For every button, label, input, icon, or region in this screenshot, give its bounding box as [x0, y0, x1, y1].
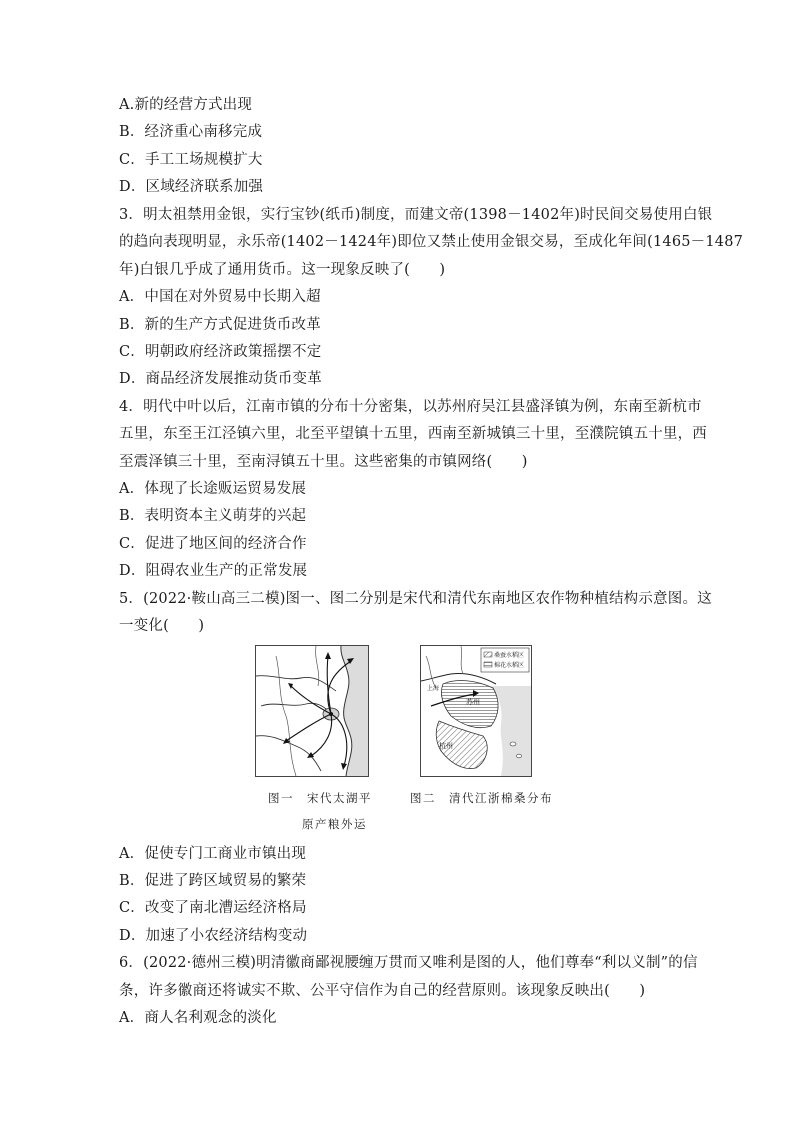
q5-option-b: B．促进了跨区域贸易的繁荣 — [119, 873, 307, 889]
q6-option-a: A．商人名利观念的淡化 — [119, 1010, 277, 1026]
q4-option-d: D．阻碍农业生产的正常发展 — [119, 563, 308, 579]
q4-option-a: A．体现了长途贩运贸易发展 — [119, 481, 307, 497]
q4-stem-line3: 至震泽镇三十里，至南浔镇五十里。这些密集的市镇网络( ) — [119, 454, 528, 470]
q3-option-d: D．商品经济发展推动货币变革 — [119, 371, 322, 387]
figure2-map — [420, 645, 532, 777]
q4-option-c: C．促进了地区间的经济合作 — [119, 536, 307, 552]
q5-option-a: A．促使专门工商业市镇出现 — [119, 846, 307, 862]
q3-option-b: B．新的生产方式促进货币改革 — [119, 317, 321, 333]
q6-stem-line2: 条，许多徽商还将诚实不欺、公平守信作为自己的经营原则。该现象反映出( ) — [119, 983, 646, 999]
q2-option-a: A.新的经营方式出现 — [119, 97, 253, 113]
q4-stem-line2: 五里，东至王江泾镇六里，北至平望镇十五里，西南至新城镇三十里，至濮院镇五十里，西 — [119, 426, 707, 442]
figure1-map-drawing — [256, 646, 368, 776]
q2-option-b: B．经济重心南移完成 — [119, 124, 263, 140]
q3-option-c: C．明朝政府经济政策摇摆不定 — [119, 344, 322, 360]
q3-stem-line1: 3．明太祖禁用金银，实行宝钞(纸币)制度，而建文帝(1398－1402年)时民间交易使用白银 — [119, 207, 713, 223]
q5-option-c: C．改变了南北漕运经济格局 — [119, 900, 307, 916]
q3-stem-line2: 的趋向表现明显，永乐帝(1402－1424年)即位又禁止使用金银交易，至成化年间(1465－1487 — [119, 234, 744, 250]
figure1-map — [255, 645, 369, 777]
q5-stem-line2: 一变化( ) — [119, 618, 205, 634]
figure2-caption: 图二 清代江浙棉桑分布 — [410, 791, 553, 805]
label-songjiang: 上海 — [427, 685, 440, 692]
label-hangzhou: 杭州 — [439, 742, 453, 750]
figure1-caption-line2: 原产粮外运 — [302, 817, 367, 831]
q5-stem-line1: 5．(2022·鞍山高三二模)图一、图二分别是宋代和清代东南地区农作物种植结构示意图。这 — [119, 591, 712, 607]
q4-option-b: B．表明资本主义萌芽的兴起 — [119, 508, 307, 524]
q3-stem-line3: 年)白银几乎成了通用货币。这一现象反映了( ) — [119, 262, 446, 278]
legend-cotton-label: 棉花水稻区 — [494, 662, 525, 669]
figure2-map-drawing — [421, 646, 531, 776]
label-suzhou: 苏州 — [466, 698, 480, 706]
q2-option-d: D．区域经济联系加强 — [119, 179, 264, 195]
q3-option-a: A．中国在对外贸易中长期入超 — [119, 289, 321, 305]
legend-mulberry-label: 桑蚕水稻区 — [494, 652, 525, 659]
q6-stem-line1: 6．(2022·德州三模)明清徽商鄙视腰缠万贯而又唯利是图的人，他们尊奉“利以义制”的信 — [119, 955, 698, 971]
q5-option-d: D．加速了小农经济结构变动 — [119, 928, 308, 944]
q4-stem-line1: 4．明代中叶以后，江南市镇的分布十分密集，以苏州府吴江县盛泽镇为例，东南至新杭市 — [119, 399, 702, 415]
q2-option-c: C．手工工场规模扩大 — [119, 152, 263, 168]
figure1-caption-line1: 图一 宋代太湖平 — [268, 791, 372, 805]
